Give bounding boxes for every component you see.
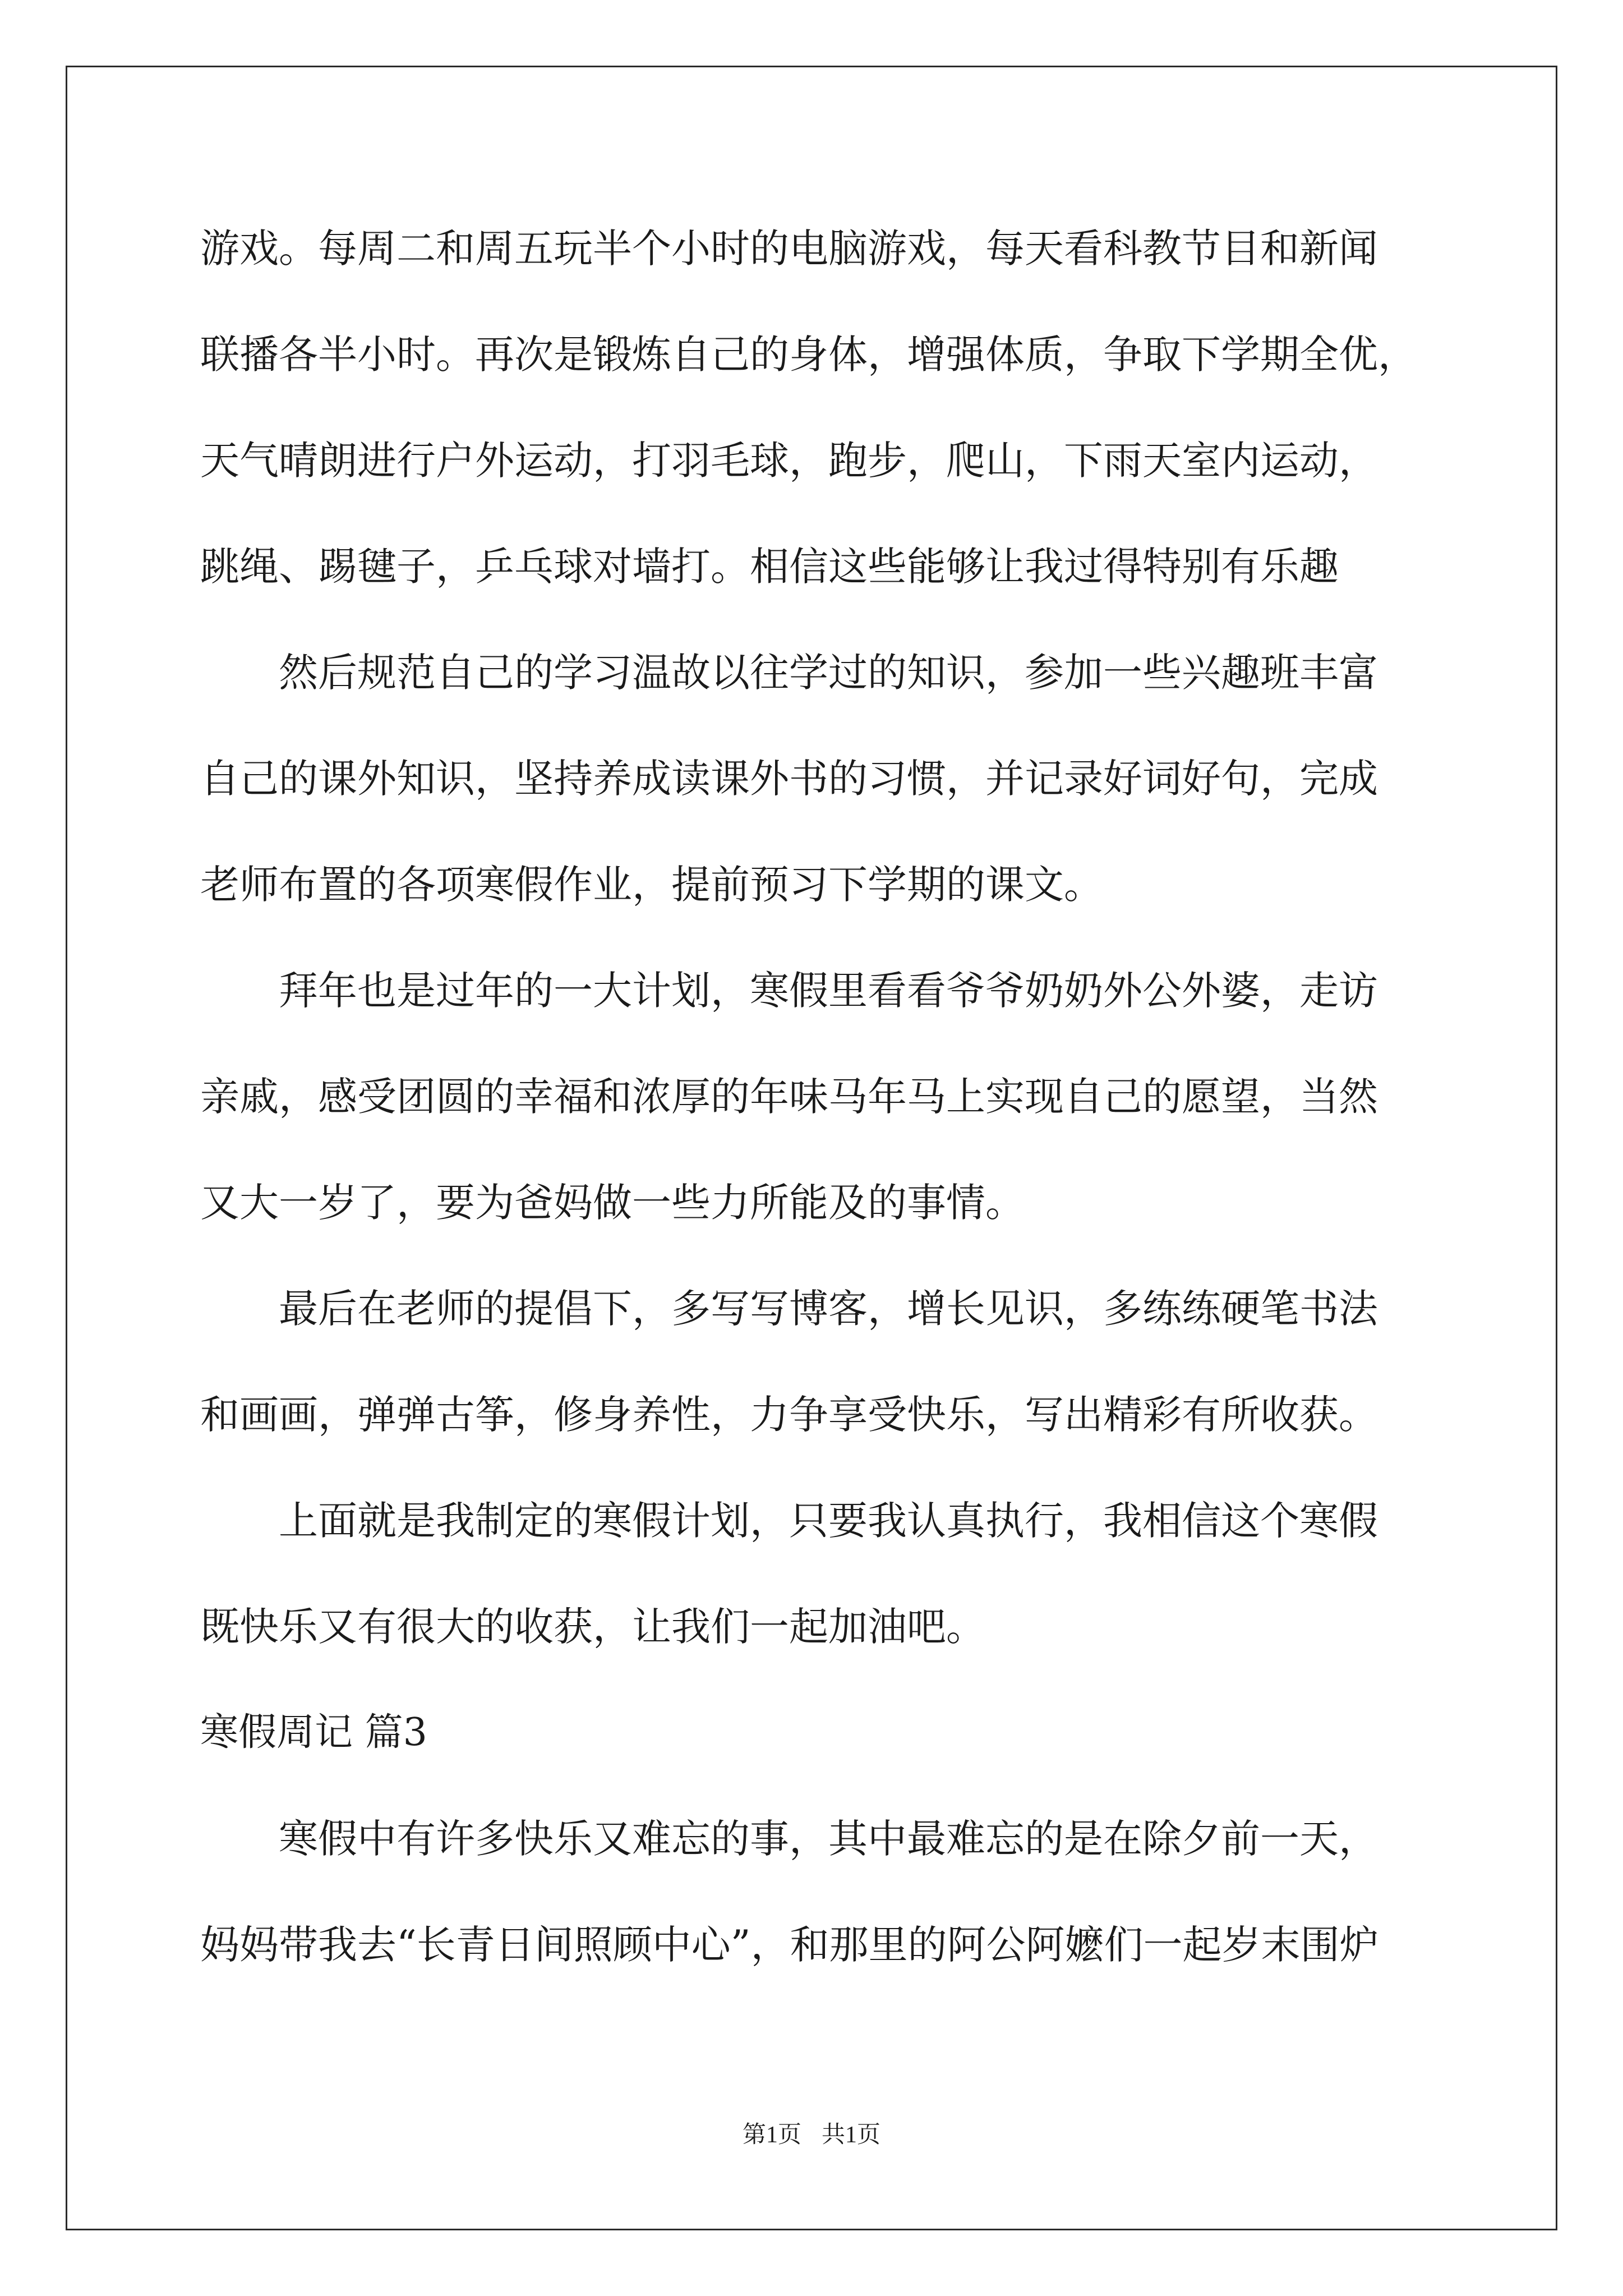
text-line: 自己的课外知识，坚持养成读课外书的习惯，并记录好词好句，完成	[200, 756, 1378, 802]
text-line: 亲戚，感受团圆的幸福和浓厚的年味马年马上实现自己的愿望，当然	[200, 1074, 1378, 1120]
text-line: 联播各半小时。再次是锻炼自己的身体，增强体质，争取下学期全优，	[200, 332, 1417, 378]
text-line: 老师布置的各项寒假作业，提前预习下学期的课文。	[200, 862, 1103, 908]
paragraph-start-line: 寒假中有许多快乐又难忘的事，其中最难忘的是在除夕前一天，	[279, 1816, 1378, 1862]
page-total: 共1页	[822, 2122, 881, 2148]
paragraph-start-line: 最后在老师的提倡下，多写写博客，增长见识，多练练硬笔书法	[279, 1286, 1378, 1332]
text-line: 天气晴朗进行户外运动，打羽毛球，跑步，爬山，下雨天室内运动，	[200, 438, 1378, 484]
page-border	[66, 66, 1557, 2230]
paragraph-start-line: 然后规范自己的学习温故以往学过的知识，参加一些兴趣班丰富	[279, 650, 1378, 696]
text-line: 跳绳、踢毽子，乒乓球对墙打。相信这些能够让我过得特别有乐趣	[200, 544, 1339, 590]
section-heading: 寒假周记 篇3	[200, 1710, 427, 1755]
text-line: 既快乐又有很大的收获，让我们一起加油吧。	[200, 1604, 985, 1650]
page-footer	[0, 2119, 1623, 2151]
text-line: 和画画，弹弹古筝，修身养性，力争享受快乐，写出精彩有所收获。	[200, 1392, 1378, 1438]
text-line: 妈妈带我去“长青日间照顾中心”，和那里的阿公阿嬷们一起岁末围炉	[200, 1922, 1379, 1968]
paragraph-start-line: 拜年也是过年的一大计划，寒假里看看爷爷奶奶外公外婆，走访	[279, 968, 1378, 1014]
text-line: 游戏。每周二和周五玩半个小时的电脑游戏，每天看科教节目和新闻	[200, 226, 1378, 272]
text-line: 又大一岁了，要为爸妈做一些力所能及的事情。	[200, 1180, 1025, 1226]
paragraph-start-line: 上面就是我制定的寒假计划，只要我认真执行，我相信这个寒假	[279, 1498, 1378, 1544]
page-number: 第1页	[742, 2122, 801, 2148]
